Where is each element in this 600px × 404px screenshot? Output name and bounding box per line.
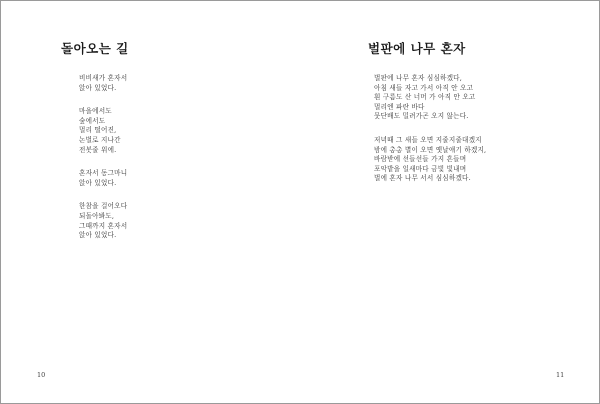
poem-line: 비비새가 혼자서 xyxy=(79,74,128,82)
poem-line: 밤에 총총 별이 오면 옛날얘기 하겠지, xyxy=(374,145,487,154)
poem-line: 포악밭을 일새마다 금빛 빛내며 xyxy=(374,164,467,173)
poem-line: 벌판에 나무 혼자 심심하겠다, xyxy=(374,74,463,82)
poem-line: 앉아 있었다. xyxy=(79,83,117,92)
poem-line: 앉아 있었다. xyxy=(79,178,117,187)
poem-title: 벌판에 나무 혼자 xyxy=(368,41,466,56)
poem-line: 숲에서도 xyxy=(79,116,106,125)
poem-line: 멀리엔 파란 바다 xyxy=(374,102,425,111)
poem-line: 바람받에 선들선들 가지 흔들며 xyxy=(374,155,467,164)
poem-line: 저녁때 그 새들 오면 지줄지줄대겠지 xyxy=(374,135,482,144)
poem-line: 앉아 있었다. xyxy=(79,231,117,240)
poem-line: 멀리 떨어진, xyxy=(79,126,117,135)
poem-line: 전봇줄 위에. xyxy=(79,145,117,154)
poem-line: 논벌로 지나간 xyxy=(79,135,121,144)
poem-line: 흰 구름도 산 너머 가 아직 안 오고 xyxy=(374,93,476,102)
stanza xyxy=(79,169,127,188)
right-page xyxy=(300,1,599,403)
page-number: 10 xyxy=(37,371,46,379)
poem-line: 마을에서도 xyxy=(79,107,112,116)
poem-line: 벌에 혼자 나무 서서 심심하겠다. xyxy=(374,174,471,183)
page-number: 11 xyxy=(556,371,565,379)
poem-line: 뭇단배도 밀려가곤 오지 않는다. xyxy=(374,112,469,121)
poem-body xyxy=(79,74,127,255)
poem-line: 되돌아봐도, xyxy=(79,211,115,220)
stanza xyxy=(374,136,486,184)
stanza xyxy=(79,107,127,155)
poem-line: 아침 새들 자고 가서 아직 안 오고 xyxy=(374,83,474,92)
poem-line: 그때까지 혼자서 xyxy=(79,221,128,230)
poem-body xyxy=(374,74,486,198)
stanza xyxy=(374,74,486,122)
stanza xyxy=(79,202,127,240)
poem-title: 돌아오는 길 xyxy=(61,41,129,56)
stanza xyxy=(79,74,127,93)
poem-line: 혼자서 동그마니 xyxy=(79,169,128,178)
left-page xyxy=(1,1,300,403)
poem-line: 한참을 걸어오다 xyxy=(79,202,128,211)
